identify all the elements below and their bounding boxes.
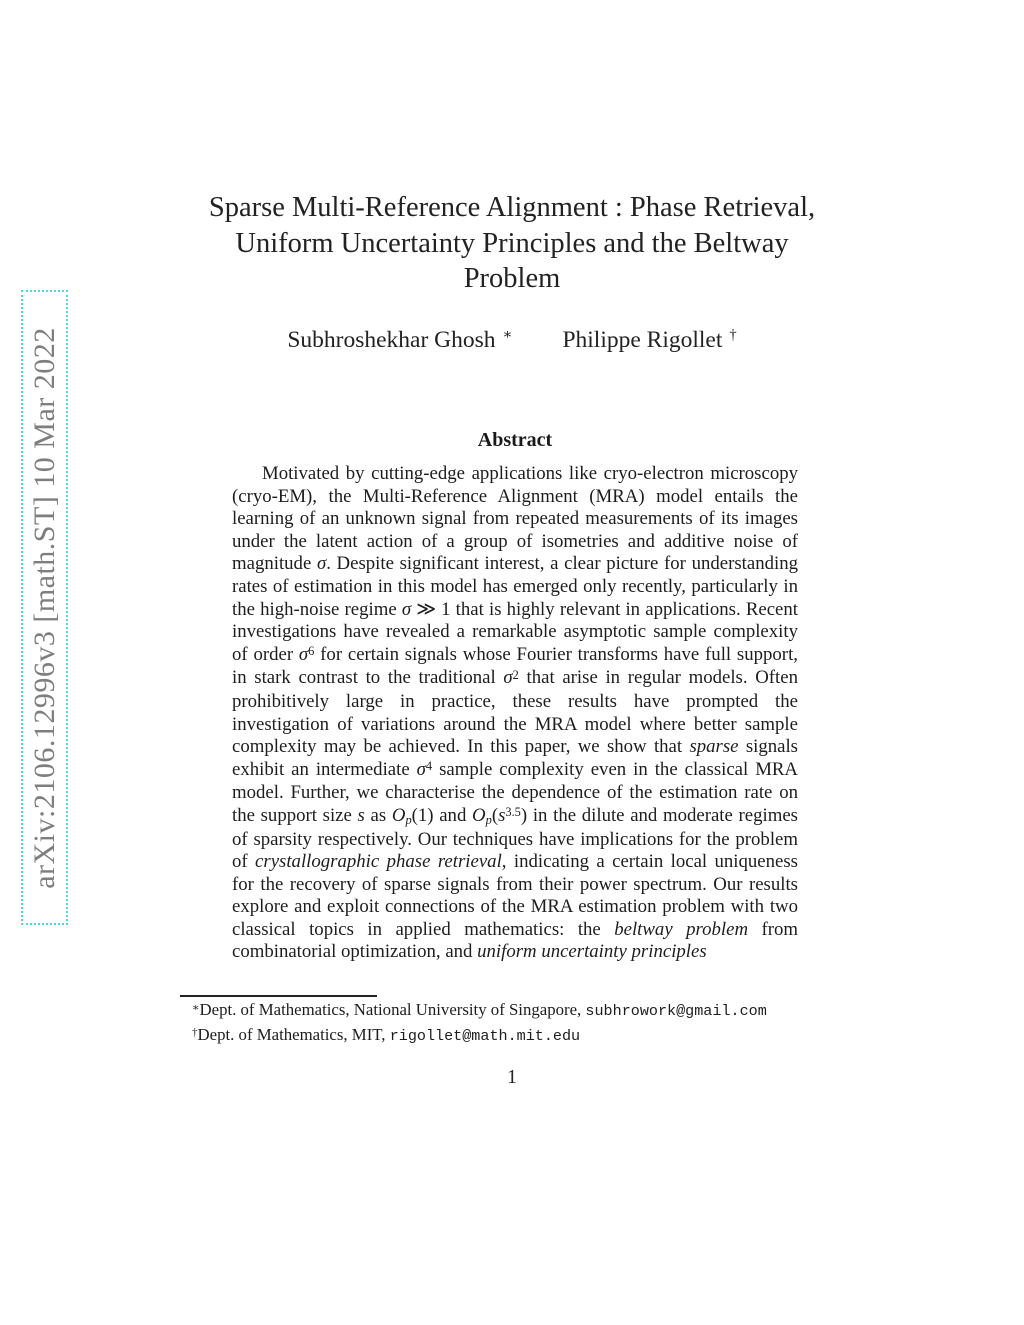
text-segment: Motivated by cutting-edge applications like cryo-electron microscopy (cryo-EM), the Multi-Reference Alignment (MRA) model entails the learning of an unknown signal from repeated measurements of its images under the latent action of a group of isometries and additive noise of magnitude: [232, 463, 798, 575]
text-segment: O: [391, 804, 406, 826]
arxiv-watermark-text: arXiv:2106.12996v3 [math.ST] 10 Mar 2022: [27, 326, 61, 889]
footnote-rule: [180, 995, 377, 997]
text-segment: ∗: [192, 1001, 200, 1014]
footnote: [184, 999, 849, 1024]
title-line: Sparse Multi-Reference Alignment : Phase Retrieval,: [208, 192, 816, 223]
text-segment: O: [472, 804, 486, 826]
title-line: Uniform Uncertainty Principles and the Beltway: [235, 227, 789, 259]
text-segment: s: [357, 804, 365, 826]
text-segment: σ: [401, 598, 412, 620]
abstract-heading: Abstract: [477, 429, 553, 451]
text-segment: σ: [316, 553, 327, 575]
text-segment: Dept. of Mathematics, MIT,: [197, 1024, 390, 1044]
text-segment: sparse: [689, 736, 739, 758]
text-segment: 3.5: [505, 805, 521, 820]
author-footnote-mark: ∗: [502, 327, 513, 343]
text-segment: uniform uncertainty principles: [477, 941, 707, 963]
footnotes: [184, 999, 849, 1049]
abstract-text: [232, 463, 798, 964]
text-segment: 2: [512, 667, 519, 682]
text-segment: ≫ 1 that is highly relevant in applications. Recent investigations have revealed a remarkable asymptotic sample complexity of order: [232, 598, 798, 665]
text-segment: p: [485, 812, 492, 827]
text-segment: as: [364, 804, 392, 826]
text-segment: rigollet@math.mit.edu: [389, 1026, 581, 1045]
text-segment: for certain signals whose Fourier transforms have full support, in stark contrast to the traditional: [232, 643, 798, 689]
authors-row: [0, 327, 1024, 354]
text-segment: σ: [416, 758, 426, 780]
title-line: Problem: [463, 263, 561, 294]
text-segment: †: [192, 1026, 198, 1039]
author-footnote-mark: †: [729, 327, 737, 343]
text-segment: Dept. of Mathematics, National University of Singapore,: [199, 1000, 586, 1019]
text-segment: signals exhibit an intermediate: [232, 736, 798, 780]
text-segment: , indicating a certain local uniqueness for the recovery of sparse signals from their power spectrum. Our results explore and exploit connections of the MRA estimation problem with two classical topics in applied mathematics: the: [232, 851, 798, 940]
text-segment: p: [405, 812, 412, 827]
text-segment: σ: [298, 643, 309, 665]
text-segment: 4: [425, 759, 433, 774]
author-1: [287, 327, 512, 354]
text-segment: beltway problem: [614, 918, 749, 940]
text-segment: s: [498, 804, 506, 826]
text-segment: subhrowork@gmail.com: [585, 1002, 767, 1020]
text-segment: from combinatorial optimization, and: [232, 918, 798, 963]
author-name: Subhroshekhar Ghosh: [287, 327, 496, 353]
page-number: 1: [507, 1066, 517, 1088]
author-name: Philippe Rigollet: [562, 327, 723, 353]
author-2: [562, 327, 736, 354]
text-segment: (1) and: [411, 804, 473, 826]
arxiv-watermark-border: [21, 290, 68, 925]
text-segment: sample complexity even in the classical MRA model. Further, we characterise the dependence of the estimation rate on the support size: [232, 758, 798, 826]
text-segment: crystallographic phase retrieval: [255, 851, 502, 873]
text-segment: . Despite significant interest, a clear picture for understanding rates of estimation in this model has emerged only recently, particularly in the high-noise regime: [232, 553, 798, 620]
paper-title: [112, 190, 912, 297]
text-segment: ) in the dilute and moderate regimes of sparsity respectively. Our techniques have implications for the problem of: [232, 804, 798, 873]
footnote: [184, 1024, 849, 1049]
text-segment: 6: [308, 644, 315, 659]
text-segment: σ: [503, 667, 513, 689]
text-segment: (: [491, 804, 499, 826]
text-segment: that arise in regular models. Often prohibitively large in practice, these results have prompted the investigation of variations around the MRA model where better sample complexity may be achieved. In this paper, we show that: [232, 667, 798, 758]
